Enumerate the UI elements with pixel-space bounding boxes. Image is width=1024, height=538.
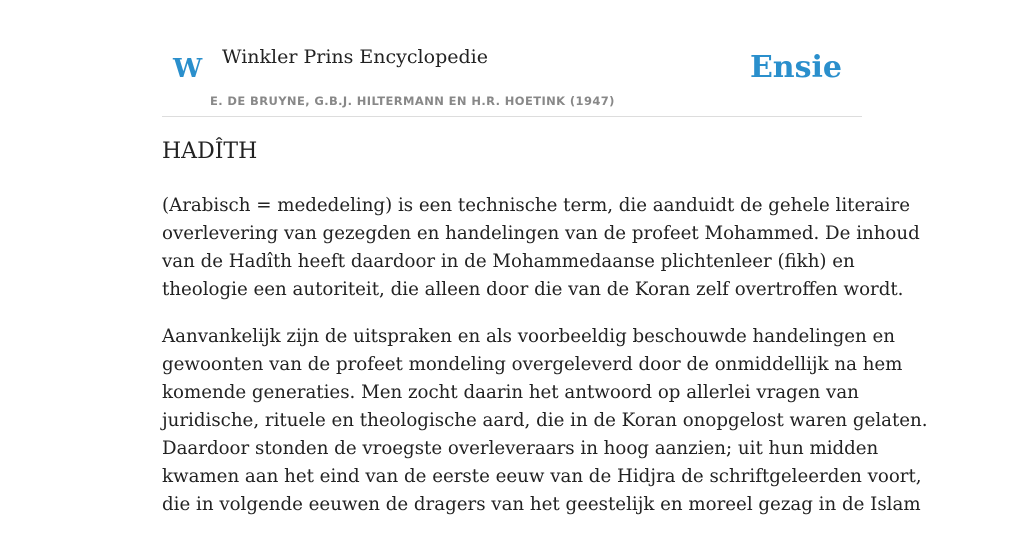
- article-paragraph: [162, 323, 928, 519]
- publication-authors: E. DE BRUYNE, G.B.J. HILTERMANN EN H.R. HOETINK (1947): [210, 94, 615, 108]
- article-body: [162, 192, 928, 538]
- paragraph-line: (Arabisch = mededeling) is een technische term, die aanduidt de gehele literaire: [162, 195, 911, 216]
- paragraph-line: juridische, rituele en theologische aard, die in de Koran onopgelost waren gelaten.: [162, 410, 928, 431]
- paragraph-line: theologie een autoriteit, die alleen door die van de Koran zelf overtroffen wordt.: [162, 279, 904, 300]
- paragraph-line: van de Hadîth heeft daardoor in de Mohammedaanse plichtenleer (fikh) en: [162, 251, 855, 272]
- winkler-prins-logo[interactable]: W: [173, 54, 203, 84]
- paragraph-line: die in volgende eeuwen de dragers van het geestelijk en moreel gezag in de Islam: [162, 494, 921, 515]
- publication-title[interactable]: Winkler Prins Encyclopedie: [222, 46, 488, 68]
- paragraph-line: Aanvankelijk zijn de uitspraken en als voorbeeldig beschouwde handelingen en: [162, 326, 895, 347]
- paragraph-line: gewoonten van de profeet mondeling overgeleverd door de onmiddellijk na hem: [162, 354, 903, 375]
- article-paragraph: [162, 192, 920, 304]
- paragraph-line: komende generaties. Men zocht daarin het antwoord op allerlei vragen van: [162, 382, 859, 403]
- paragraph-line: overlevering van gezegden en handelingen van de profeet Mohammed. De inhoud: [162, 223, 920, 244]
- article-title: HADÎTH: [162, 139, 258, 164]
- paragraph-line: Daardoor stonden de vroegste overleveraars in hoog aanzien; uit hun midden: [162, 438, 879, 459]
- paragraph-line: kwamen aan het eind van de eerste eeuw van de Hidjra de schriftgeleerden voort,: [162, 466, 922, 487]
- site-header: [162, 0, 862, 117]
- ensie-logo[interactable]: Ensie: [749, 50, 842, 85]
